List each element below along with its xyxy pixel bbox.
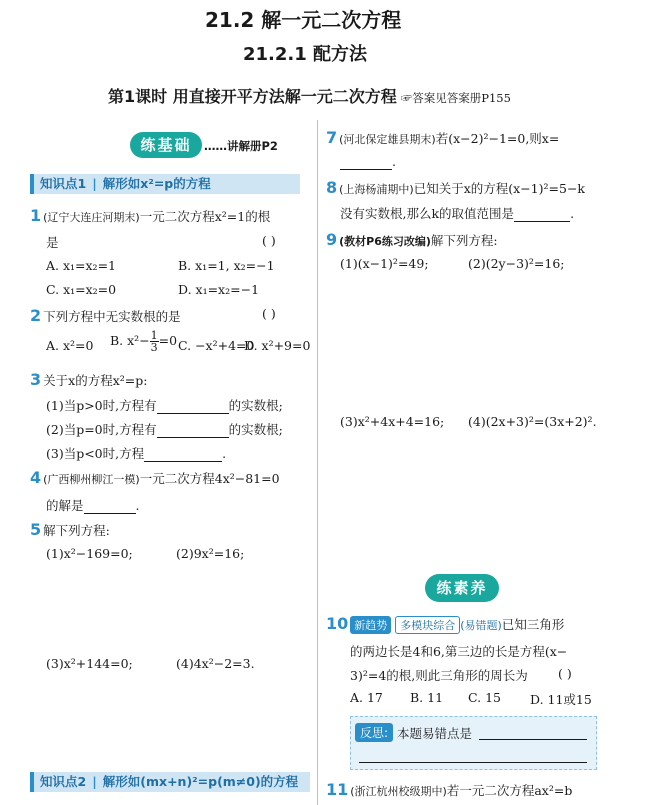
fraction-bottom: 3: [150, 341, 158, 354]
question-text: 一元二次方程x²=1的根: [139, 209, 271, 224]
option-a: A. x₁=x₂=1: [46, 258, 116, 273]
question-number: 8: [326, 178, 338, 197]
line-end: .: [570, 206, 575, 221]
question-number: 1: [30, 206, 42, 225]
reflection-box: [350, 716, 597, 770]
answer-reference: ☞答案见答案册P155: [400, 91, 511, 105]
reflection-blank-1[interactable]: [479, 724, 587, 740]
question-number: 9: [326, 230, 338, 249]
knowledge-point-1: 知识点1 | 解形如x²=p的方程: [30, 174, 300, 194]
question-source: (浙江杭州校级期中): [350, 785, 447, 798]
question-7-line2: [340, 154, 396, 170]
question-text: 下列方程中无实数根的是: [43, 309, 181, 324]
question-2: [30, 306, 181, 325]
line-end: .: [135, 498, 140, 513]
option-d: D. x²+9=0: [244, 338, 311, 353]
q9-part2: (2)(2y−3)²=16;: [468, 256, 565, 271]
column-divider: [317, 120, 318, 805]
reflection-blank-2[interactable]: [359, 747, 587, 763]
question-text: 已知关于x的方程(x−1)²=5−k: [413, 181, 585, 196]
question-3: [30, 370, 147, 389]
fraction-top: 1: [150, 329, 158, 342]
option-d: D. x₁=x₂=−1: [178, 282, 260, 297]
option-b: [110, 330, 177, 353]
question-8-line2: [340, 204, 574, 222]
q5-part3: (3)x²+144=0;: [46, 656, 133, 671]
q9-part3: (3)x²+4x+4=16;: [340, 414, 445, 429]
q9-part1: (1)(x−1)²=49;: [340, 256, 429, 271]
question-3-part3: [46, 444, 226, 462]
option-b-pre: B. x²−: [110, 333, 150, 348]
question-text: 若(x−2)²−1=0,则x=: [435, 131, 560, 146]
trend-tag: 新趋势: [350, 616, 391, 634]
practice-literacy-badge: 练素养: [425, 574, 499, 602]
part-end: 的实数根;: [228, 422, 283, 437]
reflection-text: 本题易错点是: [397, 726, 473, 741]
question-text: 已知三角形: [501, 617, 565, 632]
question-source: (河北保定雄县期末): [339, 133, 436, 146]
reflection-label: 反思:: [355, 723, 393, 742]
error-prone-tag: (易错题): [460, 619, 502, 632]
part-end: .: [222, 446, 227, 461]
option-c: C. −x²+4=0: [178, 338, 255, 353]
question-10-line3: 3)²=4的根,则此三角形的周长为: [350, 668, 528, 683]
question-source: (广西柳州柳江一模): [43, 473, 140, 486]
question-number: 11: [326, 780, 349, 799]
option-b-post: =0: [158, 333, 178, 348]
question-3-part1: [46, 396, 283, 414]
question-number: 7: [326, 128, 338, 147]
question-number: 2: [30, 306, 42, 325]
kp1-label: 知识点1: [40, 176, 87, 191]
question-10-line2: 的两边长是4和6,第三边的长是方程(x−: [350, 644, 568, 659]
q5-part1: (1)x²−169=0;: [46, 546, 133, 561]
practice-basic-badge: 练基础: [130, 132, 202, 158]
question-text: 一元二次方程4x²−81=0: [139, 471, 280, 486]
line-end: .: [392, 154, 396, 169]
kp2-text: 解形如(mx+n)²=p(m≠0)的方程: [102, 774, 299, 789]
subsection-title: 21.2.1 配方法: [243, 44, 368, 65]
question-number: 10: [326, 614, 349, 633]
question-text: 关于x的方程x²=p:: [43, 373, 148, 388]
part-text: (1)当p>0时,方程有: [46, 398, 157, 413]
kp2-label: 知识点2: [40, 774, 87, 789]
option-d: D. 11或15: [530, 692, 592, 707]
question-1-line2: 是: [46, 235, 59, 250]
question-8: [326, 178, 585, 197]
module-tag: 多模块综合: [395, 616, 460, 634]
question-text: 解下列方程:: [43, 523, 110, 538]
option-a: A. x²=0: [46, 338, 94, 353]
part-end: 的实数根;: [228, 398, 283, 413]
question-text: 解下列方程:: [430, 233, 498, 248]
question-10: [326, 614, 564, 634]
line-text: 的解是: [46, 498, 84, 513]
answer-paren: ( ): [262, 306, 276, 321]
question-source: (辽宁大连庄河期末): [43, 211, 140, 224]
question-9: [326, 230, 498, 249]
answer-paren: ( ): [558, 666, 572, 681]
line-text: 没有实数根,那么k的取值范围是: [340, 206, 515, 221]
badge-hint: ……讲解册P2: [204, 139, 278, 153]
part-text: (2)当p=0时,方程有: [46, 422, 157, 437]
kp1-text: 解形如x²=p的方程: [102, 176, 211, 191]
q9-part4: (4)(2x+3)²=(3x+2)².: [468, 414, 597, 429]
lesson-title-row: [108, 84, 511, 107]
option-c: C. 15: [468, 690, 501, 705]
question-3-part2: [46, 420, 283, 438]
question-text: 若一元二次方程ax²=b: [446, 783, 573, 798]
question-number: 4: [30, 468, 42, 487]
question-source: (教材P6练习改编): [339, 235, 431, 248]
question-number: 3: [30, 370, 42, 389]
question-7: [326, 128, 559, 147]
fraction: [150, 330, 159, 353]
lesson-title: 第1课时 用直接开平方法解一元二次方程: [108, 87, 397, 106]
answer-paren: ( ): [262, 233, 276, 248]
knowledge-point-2: 知识点2 | 解形如(mx+n)²=p(m≠0)的方程: [30, 772, 310, 792]
question-source: (上海杨浦期中): [339, 183, 414, 196]
question-5: [30, 520, 110, 539]
option-b: B. x₁=1, x₂=−1: [178, 258, 275, 273]
q5-part4: (4)4x²−2=3.: [176, 656, 255, 671]
question-4-line2: [46, 496, 140, 514]
option-c: C. x₁=x₂=0: [46, 282, 117, 297]
section-title: 21.2 解一元二次方程: [205, 8, 402, 32]
question-1: [30, 206, 270, 225]
part-text: (3)当p<0时,方程: [46, 446, 145, 461]
option-a: A. 17: [350, 690, 383, 705]
question-4: [30, 468, 280, 487]
question-number: 5: [30, 520, 42, 539]
option-b: B. 11: [410, 690, 444, 705]
q5-part2: (2)9x²=16;: [176, 546, 245, 561]
question-11: [326, 780, 572, 799]
